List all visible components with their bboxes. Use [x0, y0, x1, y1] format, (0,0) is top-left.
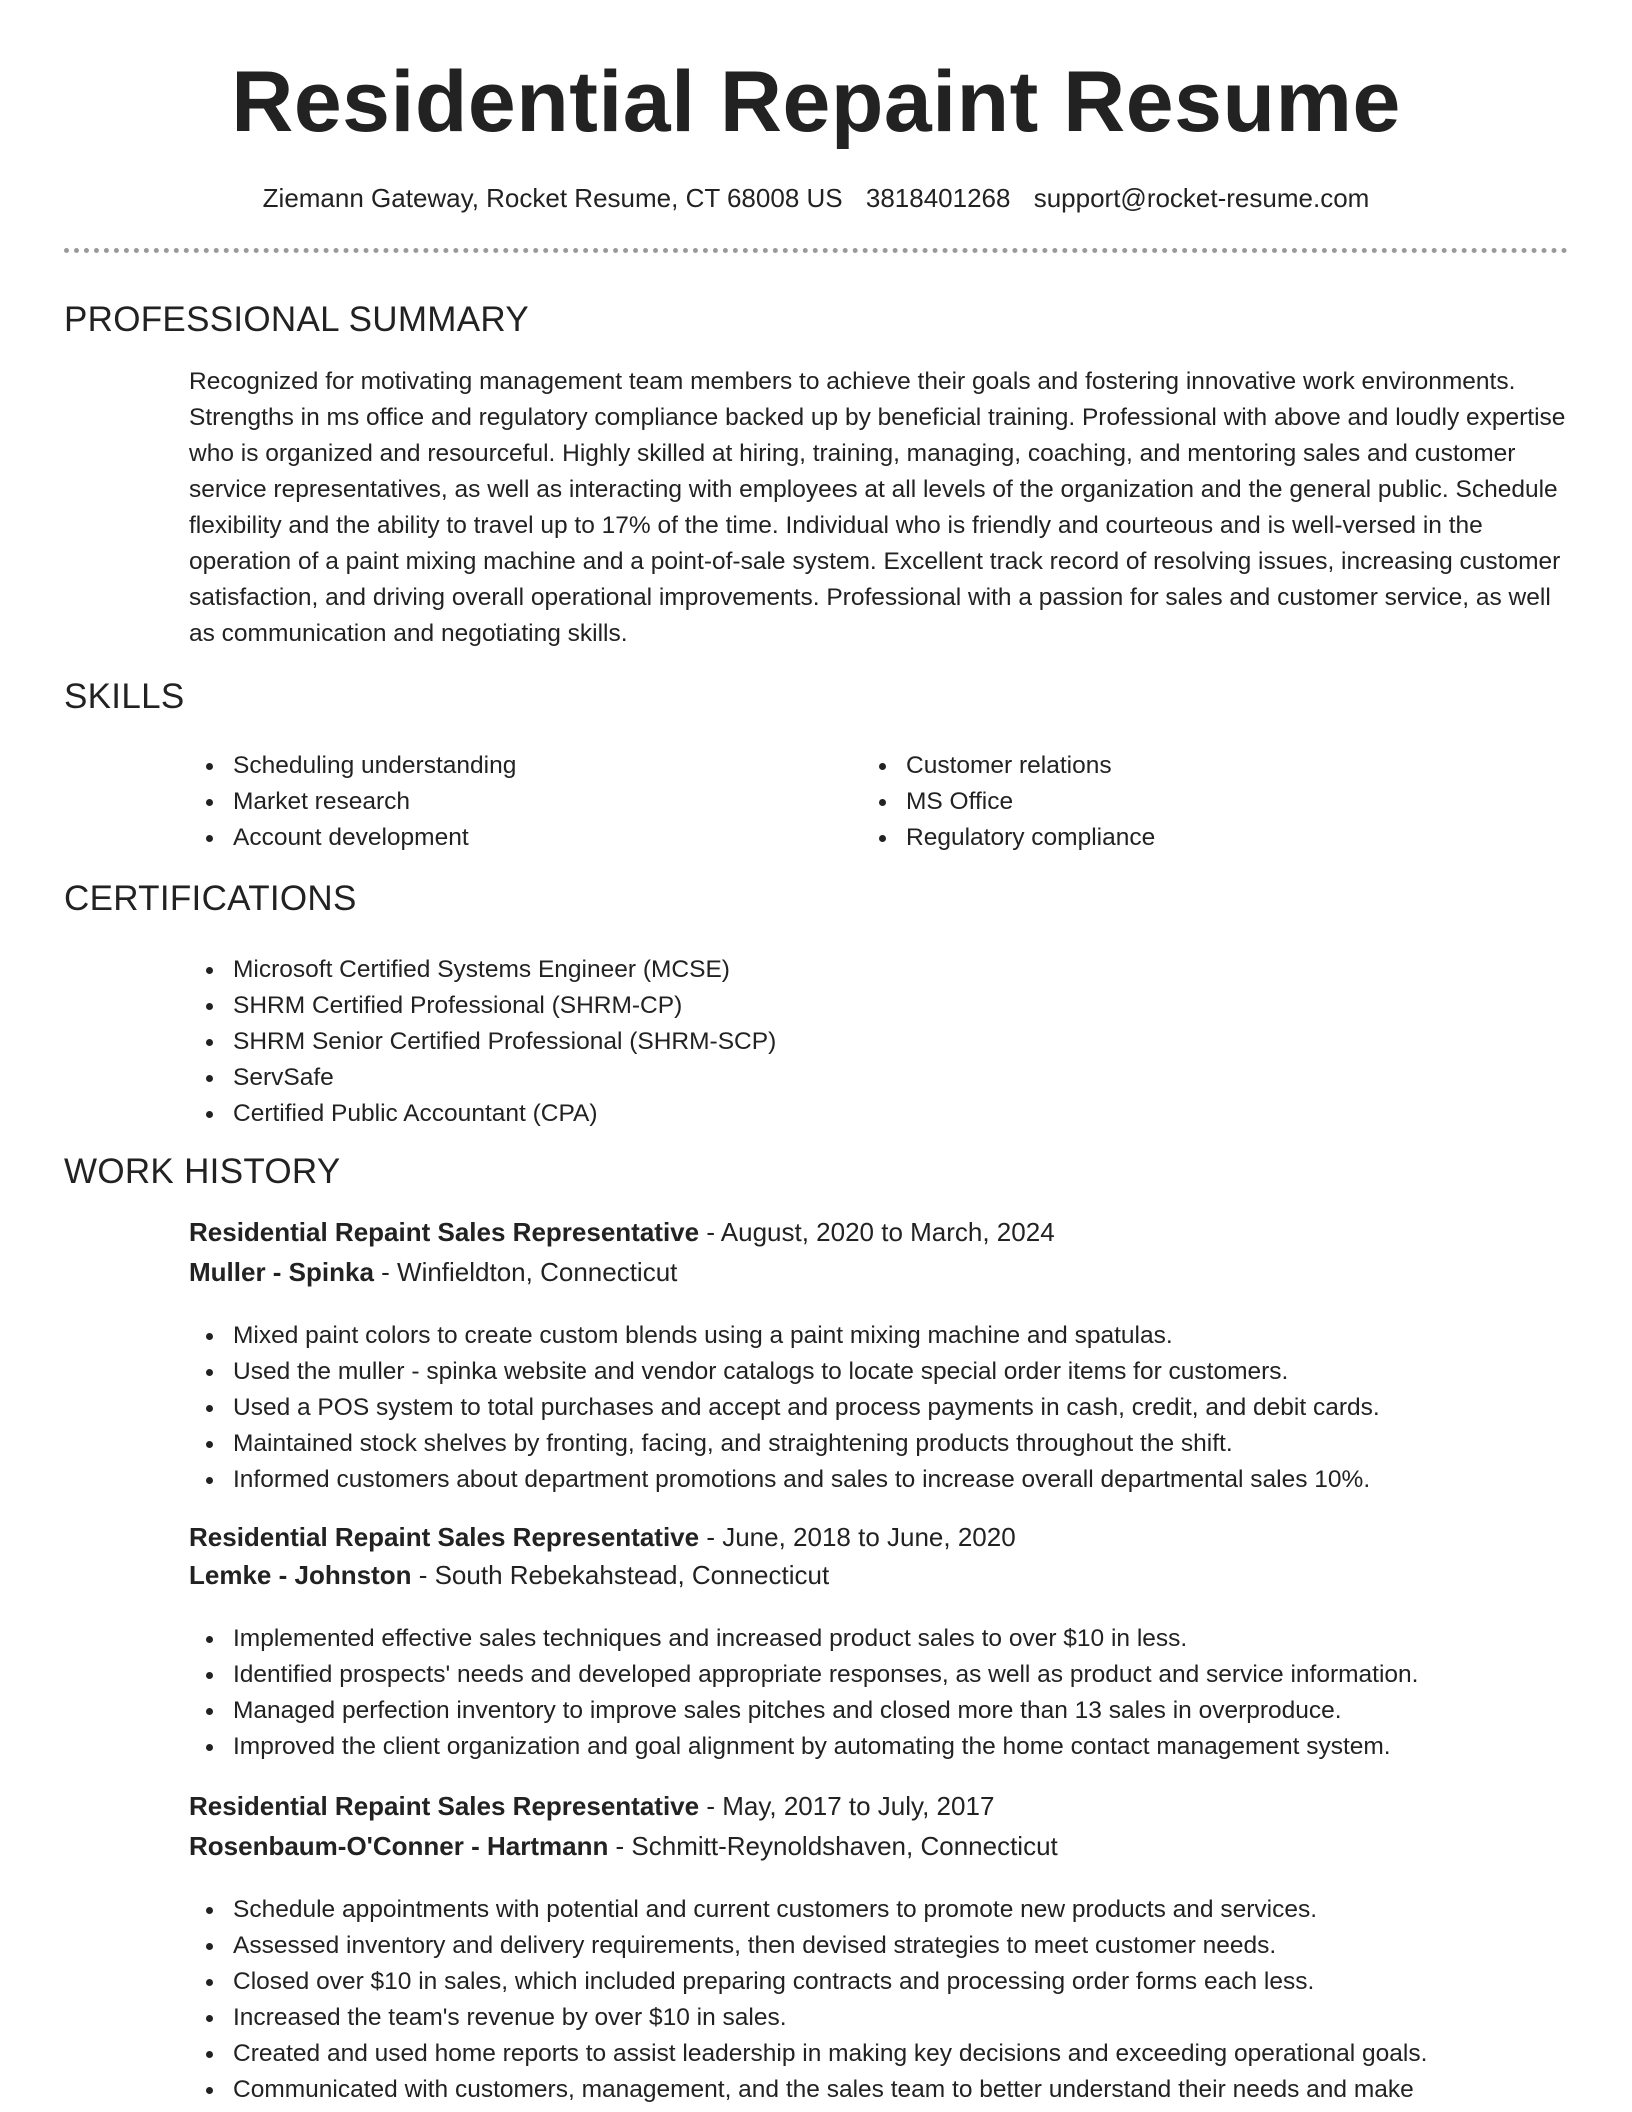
list-item: Managed perfection inventory to improve sales pitches and closed more than 13 sales in overproduce. — [189, 1693, 1418, 1729]
list-item: Market research — [189, 784, 516, 820]
contact-phone: 3818401268 — [865, 183, 1011, 213]
list-item: Mixed paint colors to create custom blends using a paint mixing machine and spatulas. — [189, 1318, 1380, 1354]
job-dates: - May, 2017 to July, 2017 — [699, 1791, 995, 1821]
section-title-summary: PROFESSIONAL SUMMARY — [64, 300, 529, 339]
list-item: Microsoft Certified Systems Engineer (MCSE) — [189, 952, 776, 988]
list-item: Assessed inventory and delivery requirements, then devised strategies to meet customer needs. — [189, 1928, 1427, 1964]
job-bullets — [189, 1621, 1418, 1765]
list-item: Identified prospects' needs and developed appropriate responses, as well as product and service information. — [189, 1657, 1418, 1693]
list-item: Increased the team's revenue by over $10 in sales. — [189, 2000, 1427, 2036]
job-dates: - August, 2020 to March, 2024 — [699, 1217, 1055, 1247]
job-bullets — [189, 1318, 1380, 1498]
job-title-line — [189, 1786, 994, 1826]
section-title-skills: SKILLS — [64, 677, 185, 716]
job-dates: - June, 2018 to June, 2020 — [699, 1522, 1016, 1552]
job-title: Residential Repaint Sales Representative — [189, 1791, 700, 1821]
skills-list-right — [862, 748, 1155, 856]
list-item: Improved the client organization and goal alignment by automating the home contact management system. — [189, 1729, 1418, 1765]
summary-text: Recognized for motivating management team members to achieve their goals and fostering innovative work environments. Strengths in ms office and regulatory compliance backed up by beneficial training. Professional with above and loudly expertise who is organized and resourceful. Highly skilled at hiring, training, managing, coaching, and mentoring sales and customer service representatives, as well as interacting with employees at all levels of the organization and the general public. Schedule flexibility and the ability to travel up to 17% of the time. Individual who is friendly and courteous and is well-versed in the operation of a paint mixing machine and a point-of-sale system. Excellent track record of resolving issues, increasing customer satisfaction, and driving overall operational improvements. Professional with a passion for sales and customer service, as well as communication and negotiating skills. — [189, 368, 1566, 647]
list-item: Used the muller - spinka website and vendor catalogs to locate special order items for customers. — [189, 1354, 1380, 1390]
section-title-work-history: WORK HISTORY — [64, 1152, 341, 1191]
job-title-line — [189, 1212, 1055, 1252]
job-company-line — [189, 1252, 677, 1292]
list-item: SHRM Senior Certified Professional (SHRM-SCP) — [189, 1024, 776, 1060]
job-company: Lemke - Johnston — [189, 1560, 412, 1590]
contact-line — [0, 178, 1632, 218]
header-divider — [64, 248, 1568, 253]
job-company: Muller - Spinka — [189, 1257, 374, 1287]
list-item: Communicated with customers, management, and the sales team to better understand their needs and make — [189, 2072, 1427, 2108]
job-company-line — [189, 1555, 829, 1595]
list-item: Regulatory compliance — [862, 820, 1155, 856]
contact-email[interactable]: support@rocket-resume.com — [1033, 183, 1370, 213]
section-title-certifications: CERTIFICATIONS — [64, 879, 357, 918]
list-item: Maintained stock shelves by fronting, facing, and straightening products throughout the shift. — [189, 1426, 1380, 1462]
list-item: Informed customers about department promotions and sales to increase overall departmental sales 10%. — [189, 1462, 1380, 1498]
list-item: SHRM Certified Professional (SHRM-CP) — [189, 988, 776, 1024]
job-location: - Schmitt-Reynoldshaven, Connecticut — [608, 1831, 1058, 1861]
list-item: Customer relations — [862, 748, 1155, 784]
list-item: Used a POS system to total purchases and accept and process payments in cash, credit, and debit cards. — [189, 1390, 1380, 1426]
list-item: Created and used home reports to assist leadership in making key decisions and exceeding operational goals. — [189, 2036, 1427, 2072]
skills-list-left — [189, 748, 516, 856]
job-title: Residential Repaint Sales Representative — [189, 1522, 700, 1552]
job-bullets — [189, 1892, 1427, 2108]
job-location: - Winfieldton, Connecticut — [373, 1257, 678, 1287]
certifications-list — [189, 952, 776, 1132]
list-item: Certified Public Accountant (CPA) — [189, 1096, 776, 1132]
job-title-line — [189, 1517, 1016, 1557]
list-item: Closed over $10 in sales, which included preparing contracts and processing order forms each less. — [189, 1964, 1427, 2000]
list-item: ServSafe — [189, 1060, 776, 1096]
job-company-line — [189, 1826, 1058, 1866]
contact-address: Ziemann Gateway, Rocket Resume, CT 68008 US — [262, 183, 843, 213]
list-item: Schedule appointments with potential and current customers to promote new products and services. — [189, 1892, 1427, 1928]
job-location: - South Rebekahstead, Connecticut — [411, 1560, 830, 1590]
list-item: MS Office — [862, 784, 1155, 820]
resume-title: Residential Repaint Resume — [231, 54, 1401, 150]
job-title: Residential Repaint Sales Representative — [189, 1217, 700, 1247]
list-item: Account development — [189, 820, 516, 856]
list-item: Scheduling understanding — [189, 748, 516, 784]
job-company: Rosenbaum-O'Conner - Hartmann — [189, 1831, 609, 1861]
list-item: Implemented effective sales techniques and increased product sales to over $10 in less. — [189, 1621, 1418, 1657]
